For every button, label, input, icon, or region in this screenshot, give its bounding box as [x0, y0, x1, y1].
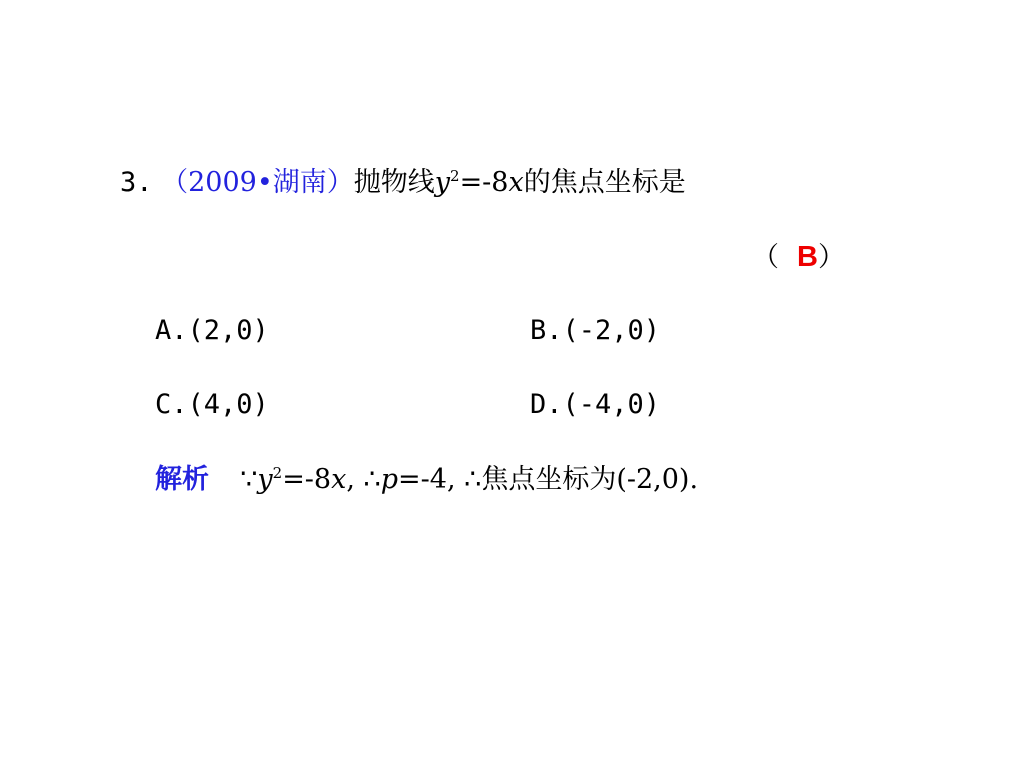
answer-line [752, 240, 845, 275]
analysis-var-x: x [331, 464, 347, 495]
analysis-eq: =-8 [282, 464, 332, 495]
option-c: C.(4,0) [155, 389, 269, 420]
because-symbol: ∵ [240, 464, 258, 495]
answer-paren-open: （ [752, 242, 779, 273]
exponent: 2 [450, 167, 460, 185]
answer-paren-close: ） [817, 242, 845, 273]
question-number: 3. [120, 167, 153, 198]
therefore-symbol-2: ∴ [464, 464, 482, 495]
analysis-var-p: p [380, 464, 399, 495]
analysis-p-eq: =-4, [398, 464, 456, 495]
question-source: （2009•湖南） [161, 167, 354, 198]
analysis-conclusion: 焦点坐标为(-2,0). [481, 464, 699, 495]
var-y: y [434, 167, 451, 198]
analysis-sep: , [346, 464, 355, 495]
analysis-heading: 解析 [155, 464, 209, 494]
option-a: A.(2,0) [155, 315, 269, 346]
therefore-symbol-1: ∴ [363, 464, 381, 495]
analysis-line [155, 462, 698, 497]
question-stem-prefix: 抛物线 [353, 167, 435, 198]
analysis-exponent: 2 [272, 464, 283, 482]
option-b: B.(-2,0) [530, 315, 661, 346]
question-line [120, 166, 686, 200]
option-d: D.(-4,0) [530, 389, 661, 420]
answer-letter: B [797, 241, 818, 273]
equation-mid: =-8 [459, 167, 509, 198]
var-x: x [508, 167, 524, 198]
question-stem-suffix: 的焦点坐标是 [523, 167, 686, 198]
analysis-var-y: y [257, 464, 273, 495]
